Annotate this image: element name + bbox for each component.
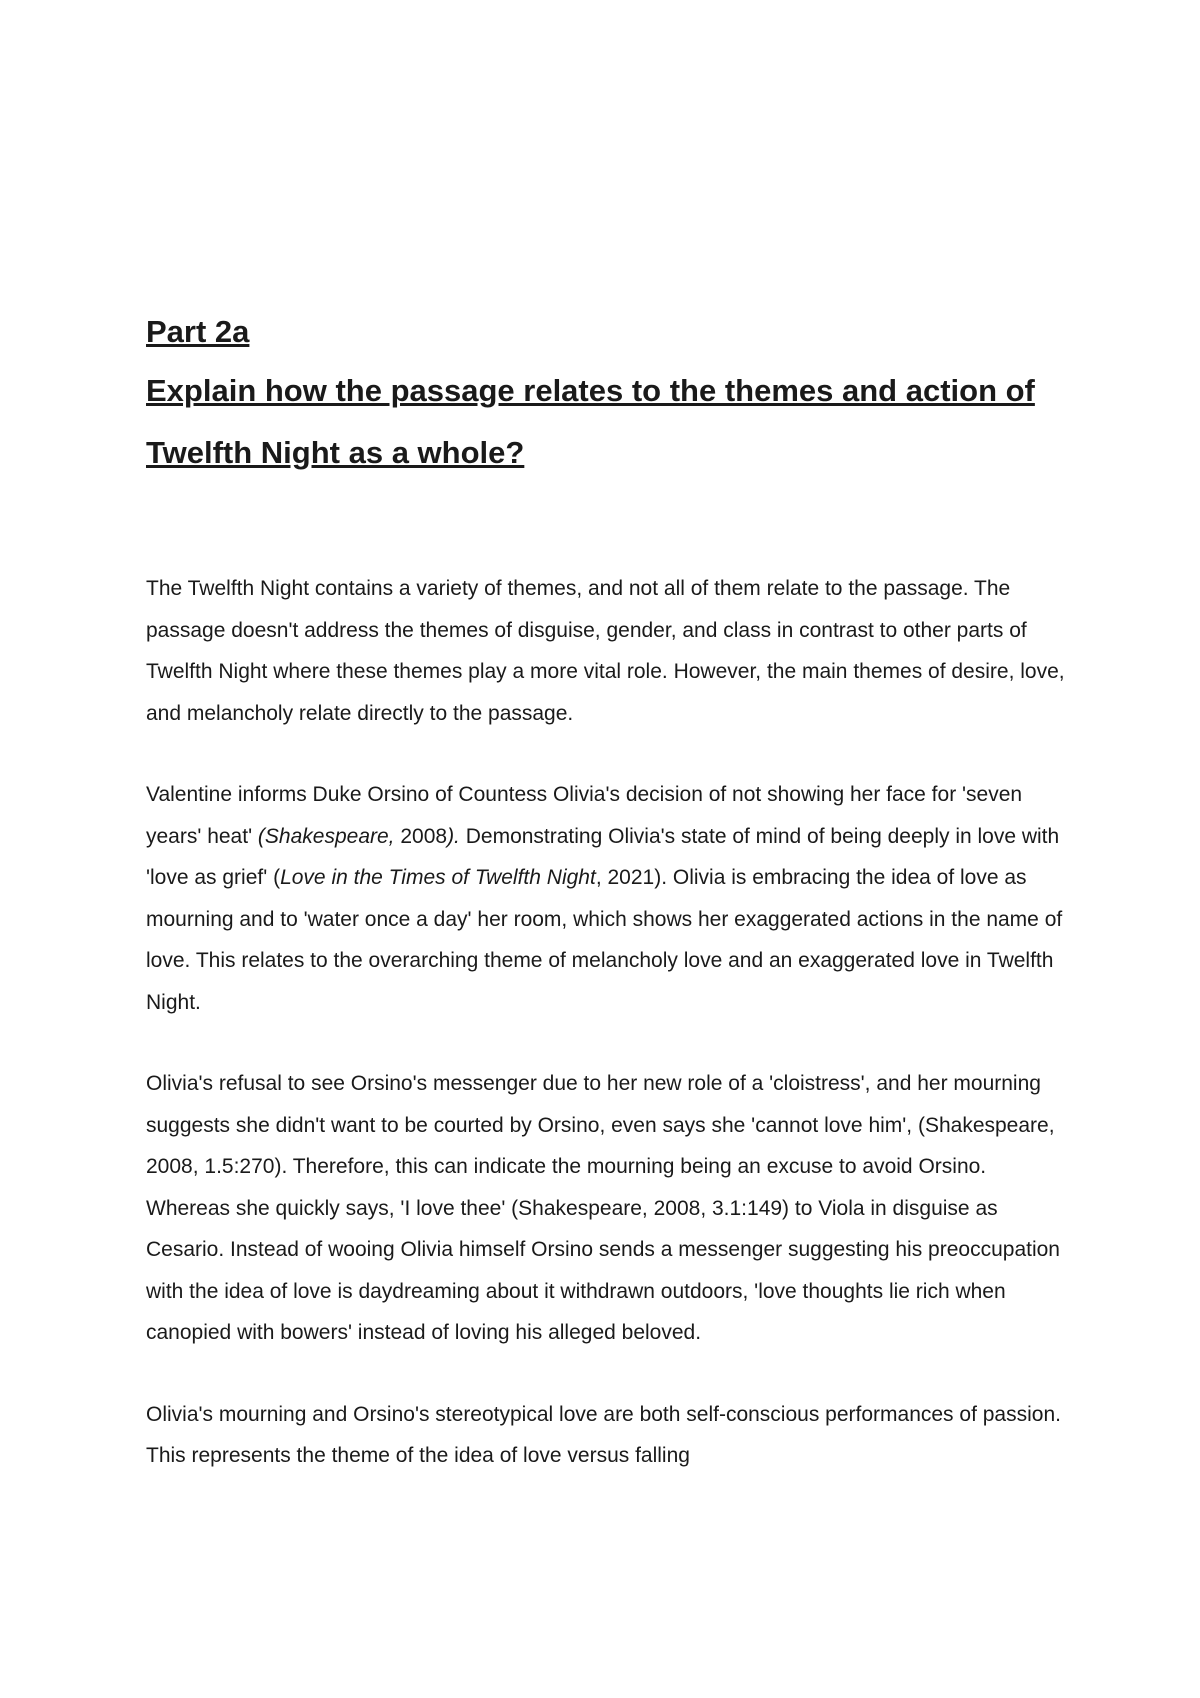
paragraph-segment: Valentine informs Duke Orsino of Countess Olivia's decision of not showing her face for 'seven years' heat': [146, 783, 1023, 848]
citation-italic: (Shakespeare,: [257, 824, 401, 848]
citation-year: 2008: [400, 824, 448, 848]
paragraph-segment: Olivia's mourning and Orsino's stereotypical love are both self-conscious performances of passion. This represents the theme of the idea of love versus falling: [146, 1402, 1061, 1467]
paragraph-segment: The Twelfth Night contains a variety of themes, and not all of them relate to the passage. The passage doesn't address the themes of disguise, gender, and class in contrast to other parts of Twelfth Night where these themes play a more vital role. However, the main themes of desire, love, and melancholy relate directly to the passage.: [146, 577, 1065, 725]
paragraph-2: [146, 774, 1066, 1023]
paragraph-segment: Demonstrating Olivia's state of mind of being deeply in love with 'love as grief' (: [146, 824, 1060, 889]
paragraph-segment: , 2021). Olivia is embracing the idea of love as mourning and to 'water once a day' her room, which shows her exaggerated actions in the name of love. This relates to the overarching theme of melancholy love and an exaggerated love in Twelfth Night.: [146, 866, 1063, 1014]
cited-title: Love in the Times of Twelfth Night: [280, 866, 596, 889]
essay-body: [146, 568, 1066, 1477]
paragraph-3: [146, 1063, 1066, 1354]
paragraph-1: [146, 568, 1066, 734]
paragraph-4: [146, 1394, 1066, 1477]
document-page: [146, 304, 1066, 1477]
paragraph-segment: Olivia's refusal to see Orsino's messenger due to her new role of a 'cloistress', and her mourning suggests she didn't want to be courted by Orsino, even says she 'cannot love him', (Shakespeare, 2008, 1.5:270). Therefore, this can indicate the mourning being an excuse to avoid Orsino. Whereas she quickly says, 'I love thee' (Shakespeare, 2008, 3.1:149) to Viola in disguise as Cesario. Instead of wooing Olivia himself Orsino sends a messenger suggesting his preoccupation with the idea of love is daydreaming about it withdrawn outdoors, 'love thoughts lie rich when canopied with bowers' instead of loving his alleged beloved.: [146, 1072, 1060, 1344]
question-heading: Explain how the passage relates to the themes and action of Twelfth Night as a whole?: [146, 373, 1035, 470]
part-label: Part 2a: [146, 314, 250, 349]
citation-italic: ).: [447, 824, 460, 848]
